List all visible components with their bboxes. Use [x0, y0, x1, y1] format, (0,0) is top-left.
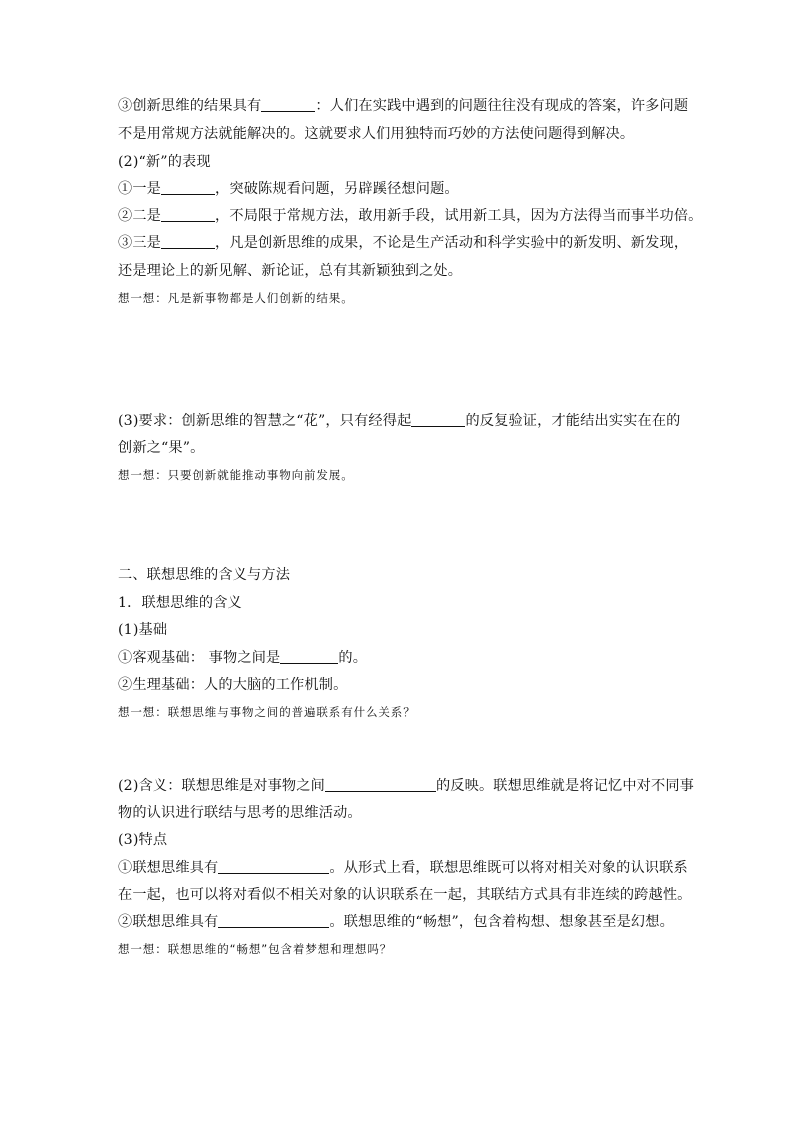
requirement-line-1 — [118, 411, 681, 431]
basis-item-1 — [118, 648, 367, 668]
meaning-line-2: 物的认识进行联结与思考的思维活动。 — [118, 805, 362, 821]
fill-blank[interactable] — [218, 859, 329, 874]
text-segment: 的。 — [338, 650, 368, 666]
trait-1-line-2: 在一起，也可以将对看似不相关对象的认识联系在一起，其联结方式具有非连续的跨越性。 — [118, 887, 692, 903]
text-segment: ，不局限于常规方法，敢用新手段，试用新工具，因为方法得当而事半功倍。 — [215, 208, 703, 224]
text-segment: ②联想思维具有 — [118, 914, 219, 930]
new-item-2 — [118, 206, 703, 226]
result-line-1 — [118, 96, 688, 116]
new-expression-heading: (2)“新”的表现 — [118, 154, 211, 170]
text-segment: 的反复验证，才能结出实实在在的 — [465, 413, 681, 429]
fill-blank[interactable] — [218, 913, 329, 928]
basis-heading: (1)基础 — [118, 622, 168, 638]
subsection-heading: 1．联想思维的含义 — [118, 595, 242, 611]
fill-blank[interactable] — [325, 777, 436, 792]
new-item-1 — [118, 179, 459, 199]
text-segment: ，突破陈规看问题，另辟蹊径想问题。 — [215, 181, 459, 197]
think-prompt-3: 想一想：联想思维与事物之间的普遍联系有什么关系？ — [118, 705, 416, 719]
trait-2 — [118, 912, 674, 932]
trait-1 — [118, 858, 688, 878]
traits-heading: (3)特点 — [118, 832, 168, 848]
new-item-3 — [118, 233, 688, 253]
basis-item-2: ②生理基础：人的大脑的工作机制。 — [118, 677, 348, 693]
fill-blank[interactable] — [161, 180, 215, 195]
text-segment: 。从形式上看，联想思维既可以将对相关对象的认识联系 — [329, 860, 688, 876]
fill-blank[interactable] — [161, 207, 215, 222]
text-segment: ③三是 — [118, 235, 162, 251]
meaning-line-1 — [118, 776, 694, 796]
text-segment: ①客观基础： 事物之间是 — [118, 650, 281, 666]
section-heading: 二、联想思维的含义与方法 — [118, 567, 291, 583]
fill-blank[interactable] — [161, 234, 215, 249]
new-item-3-line-2: 还是理论上的新见解、新论证，总有其新颖独到之处。 — [118, 263, 463, 279]
text-segment: ①联想思维具有 — [118, 860, 219, 876]
text-segment: ②二是 — [118, 208, 162, 224]
text-segment: ：人们在实践中遇到的问题往往没有现成的答案，许多问题 — [315, 98, 689, 114]
result-line-2: 不是用常规方法就能解决的。这就要求人们用独特而巧妙的方法使问题得到解决。 — [118, 126, 635, 142]
text-segment: 的反映。联想思维就是将记忆中对不同事 — [435, 778, 695, 794]
requirement-line-2: 创新之“果”。 — [118, 440, 205, 456]
fill-blank[interactable] — [411, 412, 465, 427]
think-prompt-4: 想一想：联想思维的“畅想”包含着梦想和理想吗？ — [118, 942, 393, 956]
think-prompt-1: 想一想：凡是新事物都是人们创新的结果。 — [118, 291, 354, 305]
text-segment: ①一是 — [118, 181, 162, 197]
think-prompt-2: 想一想：只要创新就能推动事物向前发展。 — [118, 468, 354, 482]
text-segment: ，凡是创新思维的成果，不论是生产活动和科学实验中的新发明、新发现， — [215, 235, 689, 251]
fill-blank[interactable] — [280, 649, 338, 664]
text-segment: ③创新思维的结果具有 — [118, 98, 262, 114]
text-segment: 。联想思维的“畅想”，包含着构想、想象甚至是幻想。 — [329, 914, 674, 930]
text-segment: (3)要求：创新思维的智慧之“花”，只有经得起 — [118, 413, 412, 429]
text-segment: (2)含义：联想思维是对事物之间 — [118, 778, 325, 794]
fill-blank[interactable] — [261, 97, 315, 112]
